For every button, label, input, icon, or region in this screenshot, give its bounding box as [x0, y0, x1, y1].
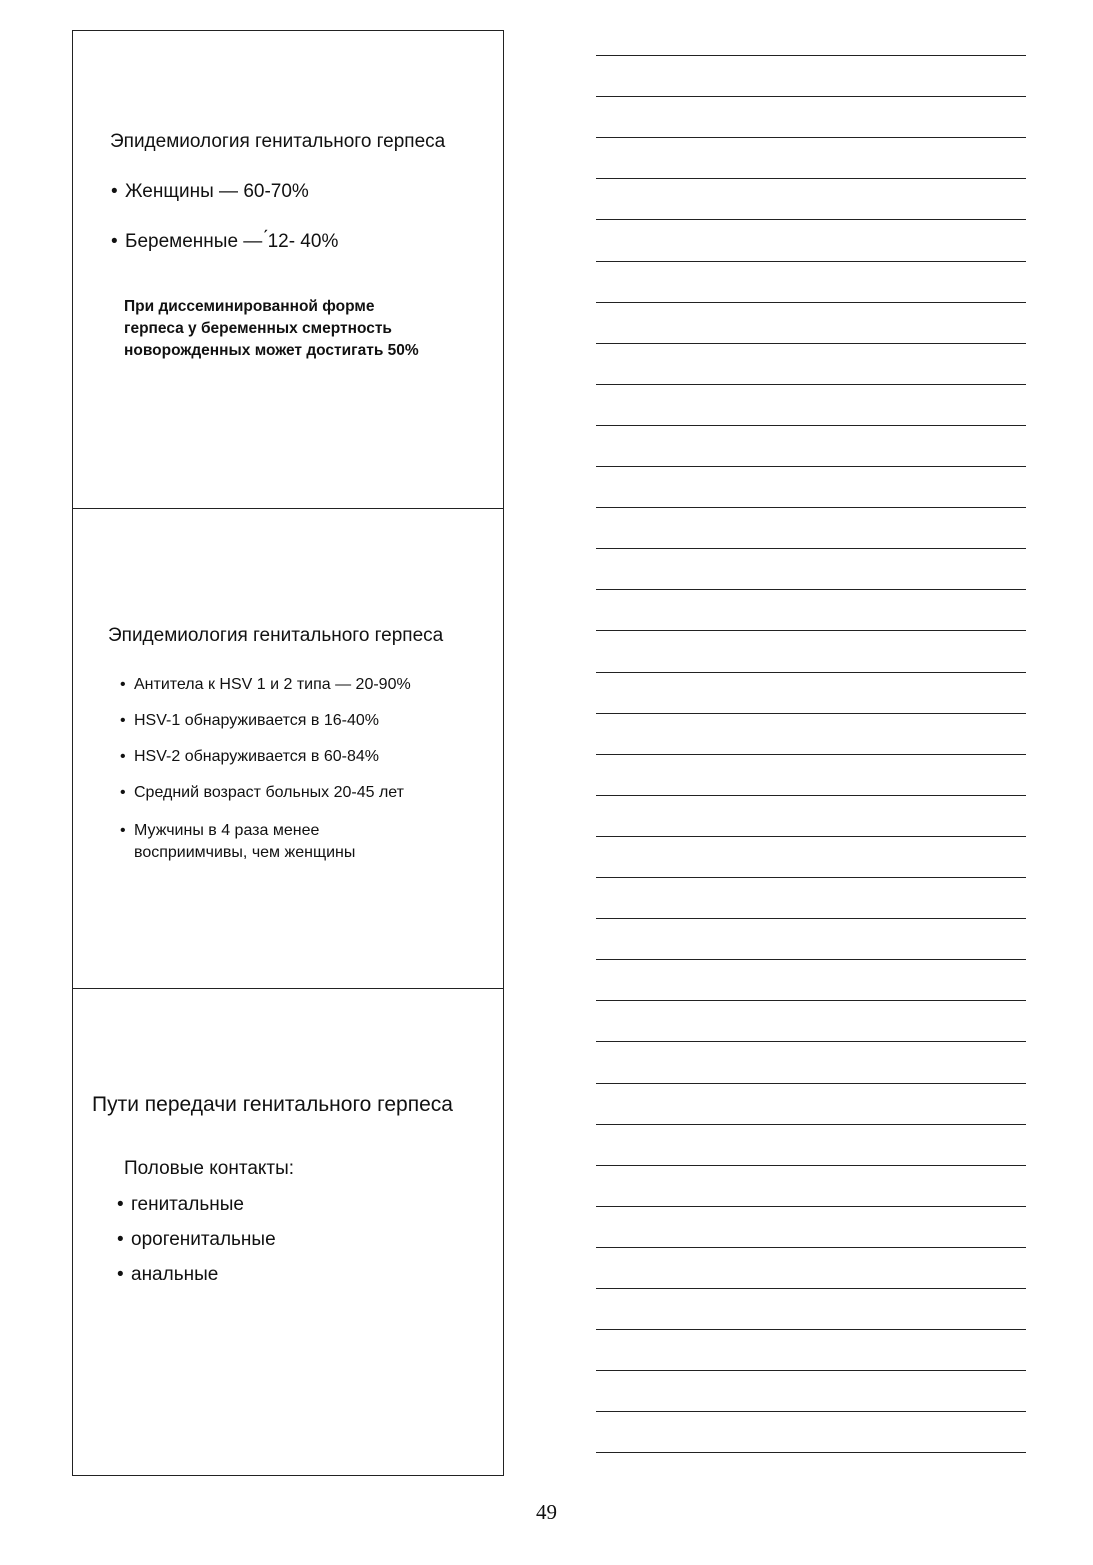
note-line	[596, 96, 1026, 97]
slides-column	[72, 30, 504, 1476]
bullet-icon: •	[111, 231, 118, 252]
slide-title: Пути передачи генитального герпеса	[92, 1093, 453, 1116]
list-item: • Беременные — ́12- 40%	[111, 231, 339, 252]
mortality-note: При диссеминированной форме герпеса у беременных смертность новорожденных может достигать 50%	[124, 298, 419, 359]
note-line	[596, 754, 1026, 755]
note-line	[596, 178, 1026, 179]
note-line	[596, 343, 1026, 344]
list-item: • Мужчины в 4 раза менее восприимчивы, чем женщины	[120, 822, 356, 861]
note-line	[596, 1124, 1026, 1125]
note-line	[596, 425, 1026, 426]
note-line	[596, 836, 1026, 837]
bullet-icon: •	[120, 822, 126, 839]
list-item: • генитальные	[117, 1194, 244, 1215]
note-line	[596, 713, 1026, 714]
slide-1	[73, 31, 503, 509]
note-line	[596, 466, 1026, 467]
bullet-icon: •	[120, 676, 126, 693]
note-line	[596, 1411, 1026, 1412]
bullet-icon: •	[120, 784, 126, 801]
note-line	[596, 918, 1026, 919]
bullet-list	[117, 1194, 276, 1299]
page-number: 49	[536, 1500, 557, 1524]
note-line	[596, 55, 1026, 56]
slide-subhead: Половые контакты:	[124, 1158, 295, 1179]
note-line	[596, 959, 1026, 960]
slide-3	[73, 989, 503, 1477]
note-line	[596, 507, 1026, 508]
list-item: • анальные	[117, 1264, 219, 1285]
list-item: • Женщины — 60-70%	[111, 181, 309, 202]
note-line	[596, 1370, 1026, 1371]
note-line	[596, 589, 1026, 590]
slide-2	[73, 509, 503, 989]
note-line	[596, 1206, 1026, 1207]
list-item: • Антитела к HSV 1 и 2 типа — 20-90%	[120, 676, 411, 693]
note-line	[596, 877, 1026, 878]
note-line	[596, 1288, 1026, 1289]
note-line	[596, 1083, 1026, 1084]
note-line	[596, 672, 1026, 673]
bullet-icon: •	[111, 181, 118, 202]
list-item: • HSV-1 обнаруживается в 16-40%	[120, 712, 379, 729]
bullet-icon: •	[120, 748, 126, 765]
note-line	[596, 1000, 1026, 1001]
note-line	[596, 630, 1026, 631]
bullet-icon: •	[117, 1229, 124, 1250]
notes-lines	[596, 0, 1026, 1500]
bullet-icon: •	[117, 1194, 124, 1215]
note-line	[596, 302, 1026, 303]
list-item: • орогенитальные	[117, 1229, 276, 1250]
note-line	[596, 1247, 1026, 1248]
note-line	[596, 219, 1026, 220]
note-line	[596, 137, 1026, 138]
note-line	[596, 1452, 1026, 1453]
note-line	[596, 1329, 1026, 1330]
note-line	[596, 261, 1026, 262]
note-line	[596, 795, 1026, 796]
mortality-value: 50%	[387, 342, 419, 359]
note-line	[596, 1041, 1026, 1042]
note-line	[596, 384, 1026, 385]
bullet-list	[120, 676, 420, 861]
bullet-icon: •	[117, 1264, 124, 1285]
slide-title: Эпидемиология генитального герпеса	[110, 131, 446, 152]
list-item: • HSV-2 обнаруживается в 60-84%	[120, 748, 379, 765]
slide-title: Эпидемиология генитального герпеса	[108, 625, 444, 646]
bullet-icon: •	[120, 712, 126, 729]
note-line	[596, 1165, 1026, 1166]
list-item: • Средний возраст больных 20-45 лет	[120, 784, 404, 801]
note-line	[596, 548, 1026, 549]
bullet-list	[111, 181, 338, 281]
